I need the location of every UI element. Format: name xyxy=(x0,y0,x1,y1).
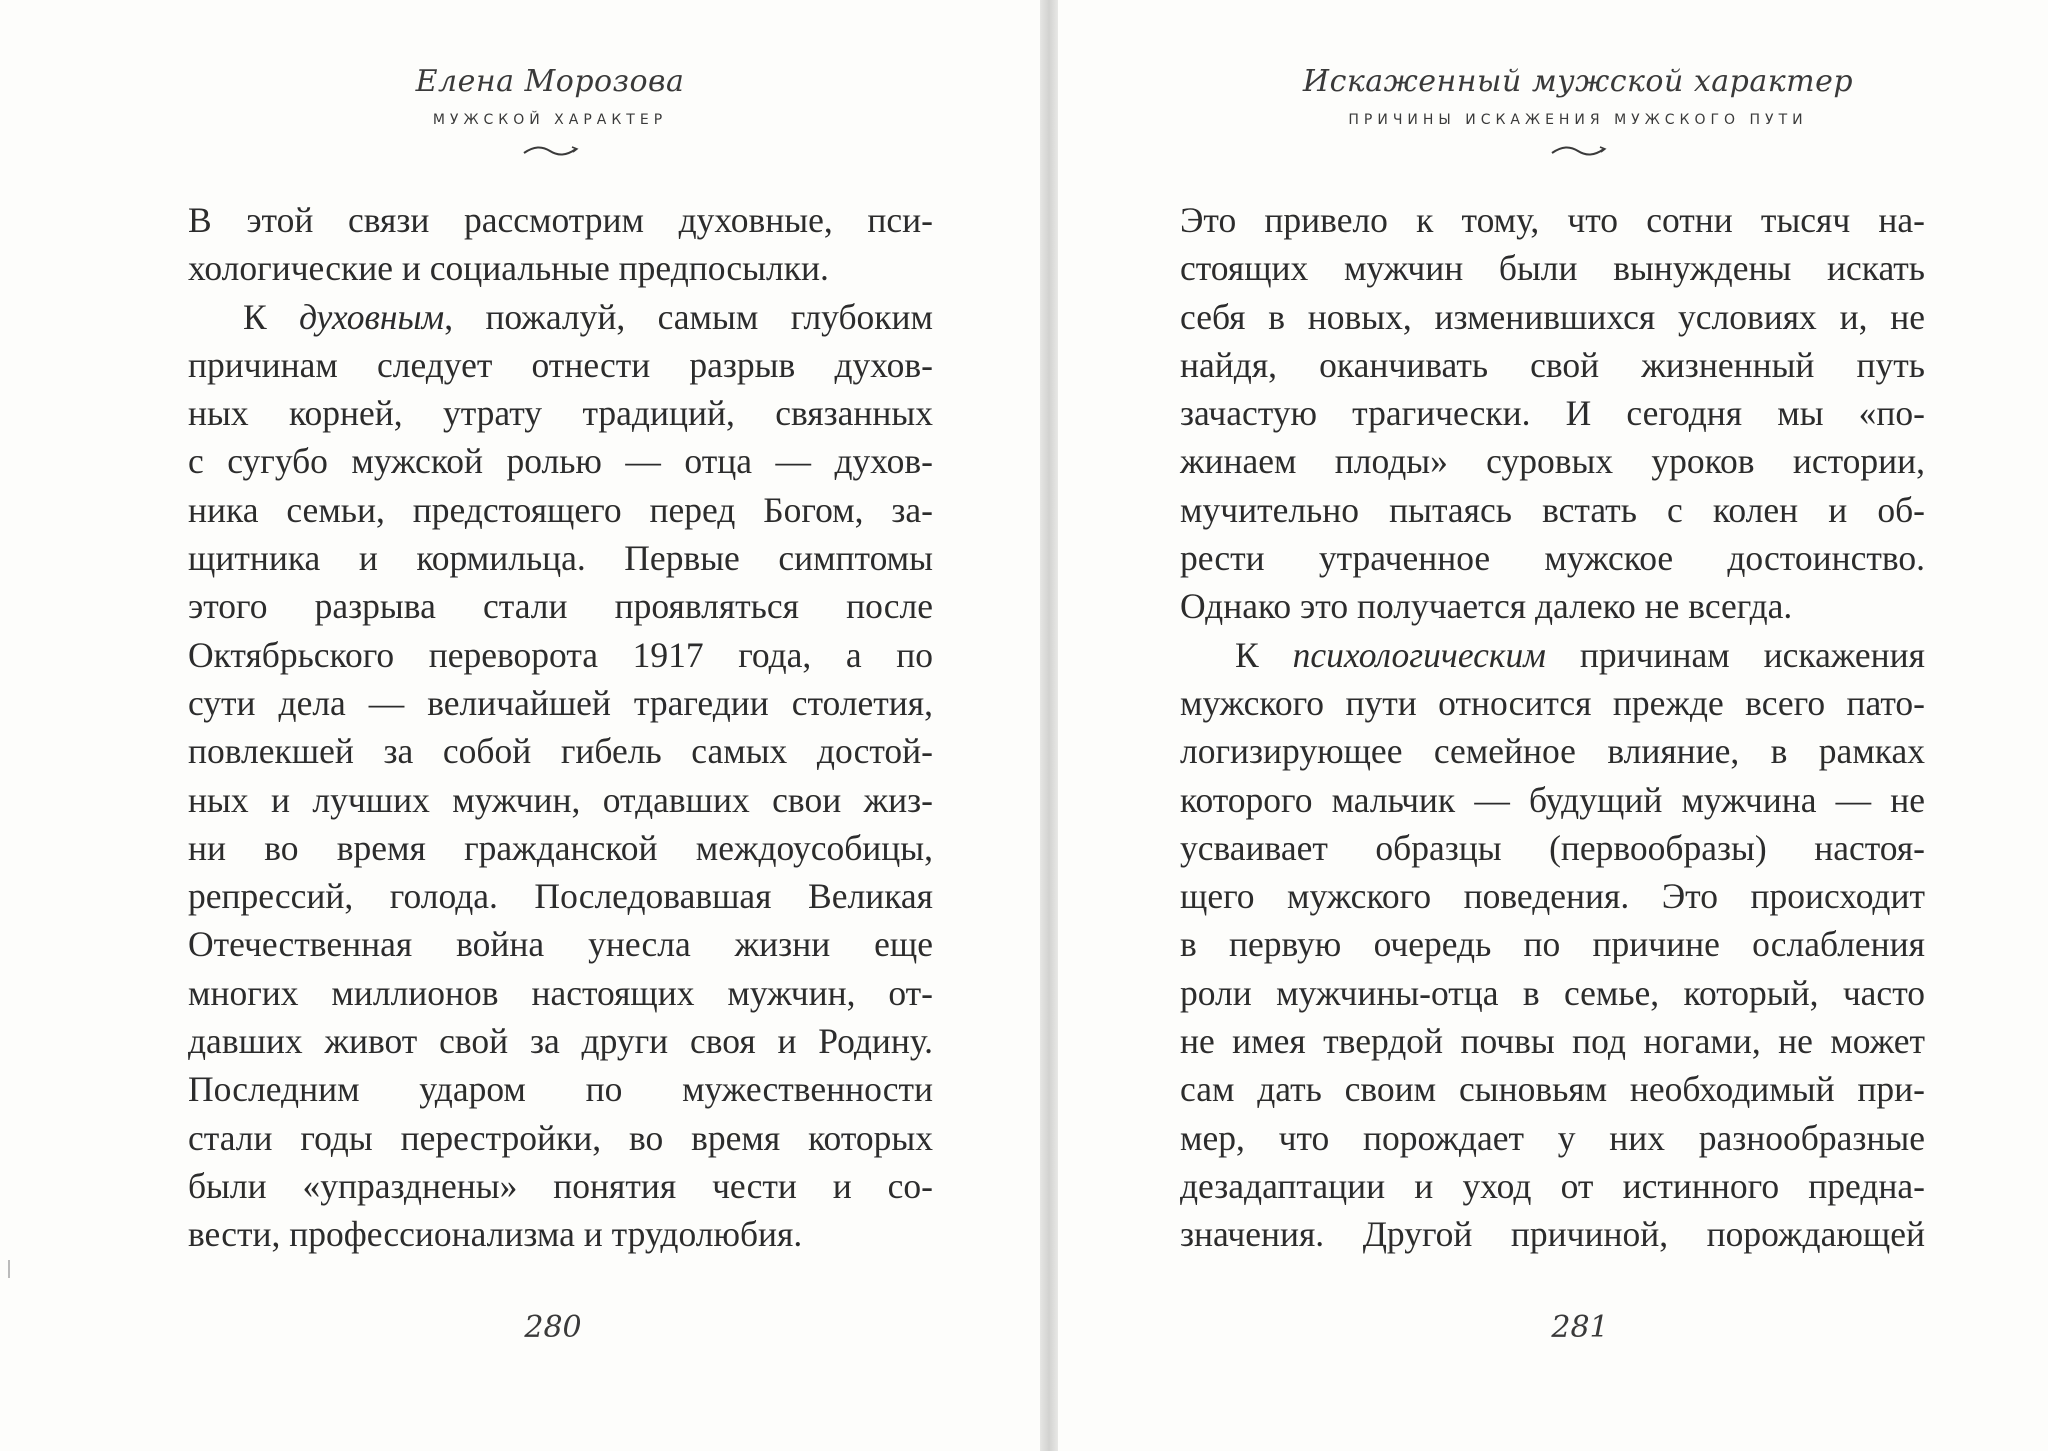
running-head-left xyxy=(350,62,750,158)
text-line: ника семьи, предстоящего перед Богом, за- xyxy=(188,489,933,530)
author-name: Елена Морозова xyxy=(415,64,685,99)
ornament-icon xyxy=(1548,144,1608,158)
text-line: хологические и социальные предпосылки. xyxy=(188,248,829,289)
text-line: Последним ударом по мужественности xyxy=(188,1069,933,1110)
running-head-right xyxy=(1258,62,1898,158)
text-line: были «упразднены» понятия чести и со- xyxy=(188,1165,933,1206)
text-line: Октябрьского переворота 1917 года, а по xyxy=(188,634,933,675)
ornament-icon xyxy=(520,144,580,158)
page-number-left: 280 xyxy=(524,1310,582,1345)
text-line: себя в новых, изменившихся условиях и, не xyxy=(1180,296,1925,337)
text-line: которого мальчик — будущий мужчина — не xyxy=(1180,779,1925,820)
text-line: жинаем плоды» суровых уроков истории, xyxy=(1180,441,1925,482)
text-line: роли мужчины-отца в семье, который, часто xyxy=(1180,972,1925,1013)
book-gutter xyxy=(1040,0,1058,1451)
page-number-right: 281 xyxy=(1551,1310,1609,1345)
text-line: не имея твердой почвы под ногами, не может xyxy=(1180,1021,1925,1062)
text-line: Однако это получается далеко не всегда. xyxy=(1180,586,1793,627)
text-line: Это привело к тому, что сотни тысяч на- xyxy=(1180,200,1925,240)
italic-term: психологическим xyxy=(1292,634,1546,675)
right-body-text xyxy=(1180,196,1925,1259)
text-line: повлекшей за собой гибель самых достой- xyxy=(188,731,933,772)
text-line: ных и лучших мужчин, отдавших свои жиз- xyxy=(188,779,933,820)
text-line: К психологическим причинам искажения xyxy=(1235,634,1925,675)
text-line: значения. Другой причиной, порождающей xyxy=(1180,1214,1925,1255)
text-line: мер, что порождает у них разнообразные xyxy=(1180,1117,1925,1158)
text-line: вести, профессионализма и трудолюбия. xyxy=(188,1214,803,1255)
text-line: К духовным, пожалуй, самым глубоким xyxy=(243,296,933,337)
text-line: логизирующее семейное влияние, в рамках xyxy=(1180,731,1925,772)
section-title: ПРИЧИНЫ ИСКАЖЕНИЯ МУЖСКОГО ПУТИ xyxy=(1348,112,1808,128)
text-line: стоящих мужчин были вынуждены искать xyxy=(1180,248,1925,289)
text-line: зачастую трагически. И сегодня мы «по- xyxy=(1180,393,1925,434)
text-line: В этой связи рассмотрим духовные, пси- xyxy=(188,200,933,240)
right-page xyxy=(1058,0,2048,1451)
text-line: многих миллионов настоящих мужчин, от- xyxy=(188,972,933,1013)
book-title: МУЖСКОЙ ХАРАКТЕР xyxy=(432,112,668,128)
text-line: мучительно пытаясь встать с колен и об- xyxy=(1180,489,1925,530)
text-line: щитника и кормильца. Первые симптомы xyxy=(188,538,933,579)
text-line: репрессий, голода. Последовавшая Великая xyxy=(188,876,933,917)
edge-mark xyxy=(8,1260,10,1278)
text-line: с сугубо мужской ролью — отца — духов- xyxy=(188,441,933,482)
text-line: ных корней, утрату традиций, связанных xyxy=(188,393,933,434)
text-line: этого разрыва стали проявляться после xyxy=(188,586,933,627)
italic-term: духовным xyxy=(299,296,445,337)
text-line: сути дела — величайшей трагедии столетия, xyxy=(188,682,933,723)
text-line: в первую очередь по причине ослабления xyxy=(1180,924,1925,965)
text-line: щего мужского поведения. Это происходит xyxy=(1180,876,1925,917)
text-line: стали годы перестройки, во время которых xyxy=(188,1117,933,1158)
text-line: усваивает образцы (первообразы) настоя- xyxy=(1180,827,1925,868)
text-line: дезадаптации и уход от истинного предна- xyxy=(1180,1165,1925,1206)
text-line: давших живот свой за други своя и Родину. xyxy=(188,1021,933,1062)
left-body-text xyxy=(188,196,933,1259)
text-line: рести утраченное мужское достоинство. xyxy=(1180,538,1925,579)
text-line: Отечественная война унесла жизни еще xyxy=(188,924,933,965)
text-line: найдя, оканчивать свой жизненный путь xyxy=(1180,344,1925,385)
text-line: мужского пути относится прежде всего пато- xyxy=(1180,682,1925,723)
text-line: сам дать своим сыновьям необходимый при- xyxy=(1180,1069,1925,1110)
chapter-title: Искаженный мужской характер xyxy=(1302,64,1854,99)
text-line: ни во время гражданской междоусобицы, xyxy=(188,827,933,868)
text-line: причинам следует отнести разрыв духов- xyxy=(188,344,933,385)
